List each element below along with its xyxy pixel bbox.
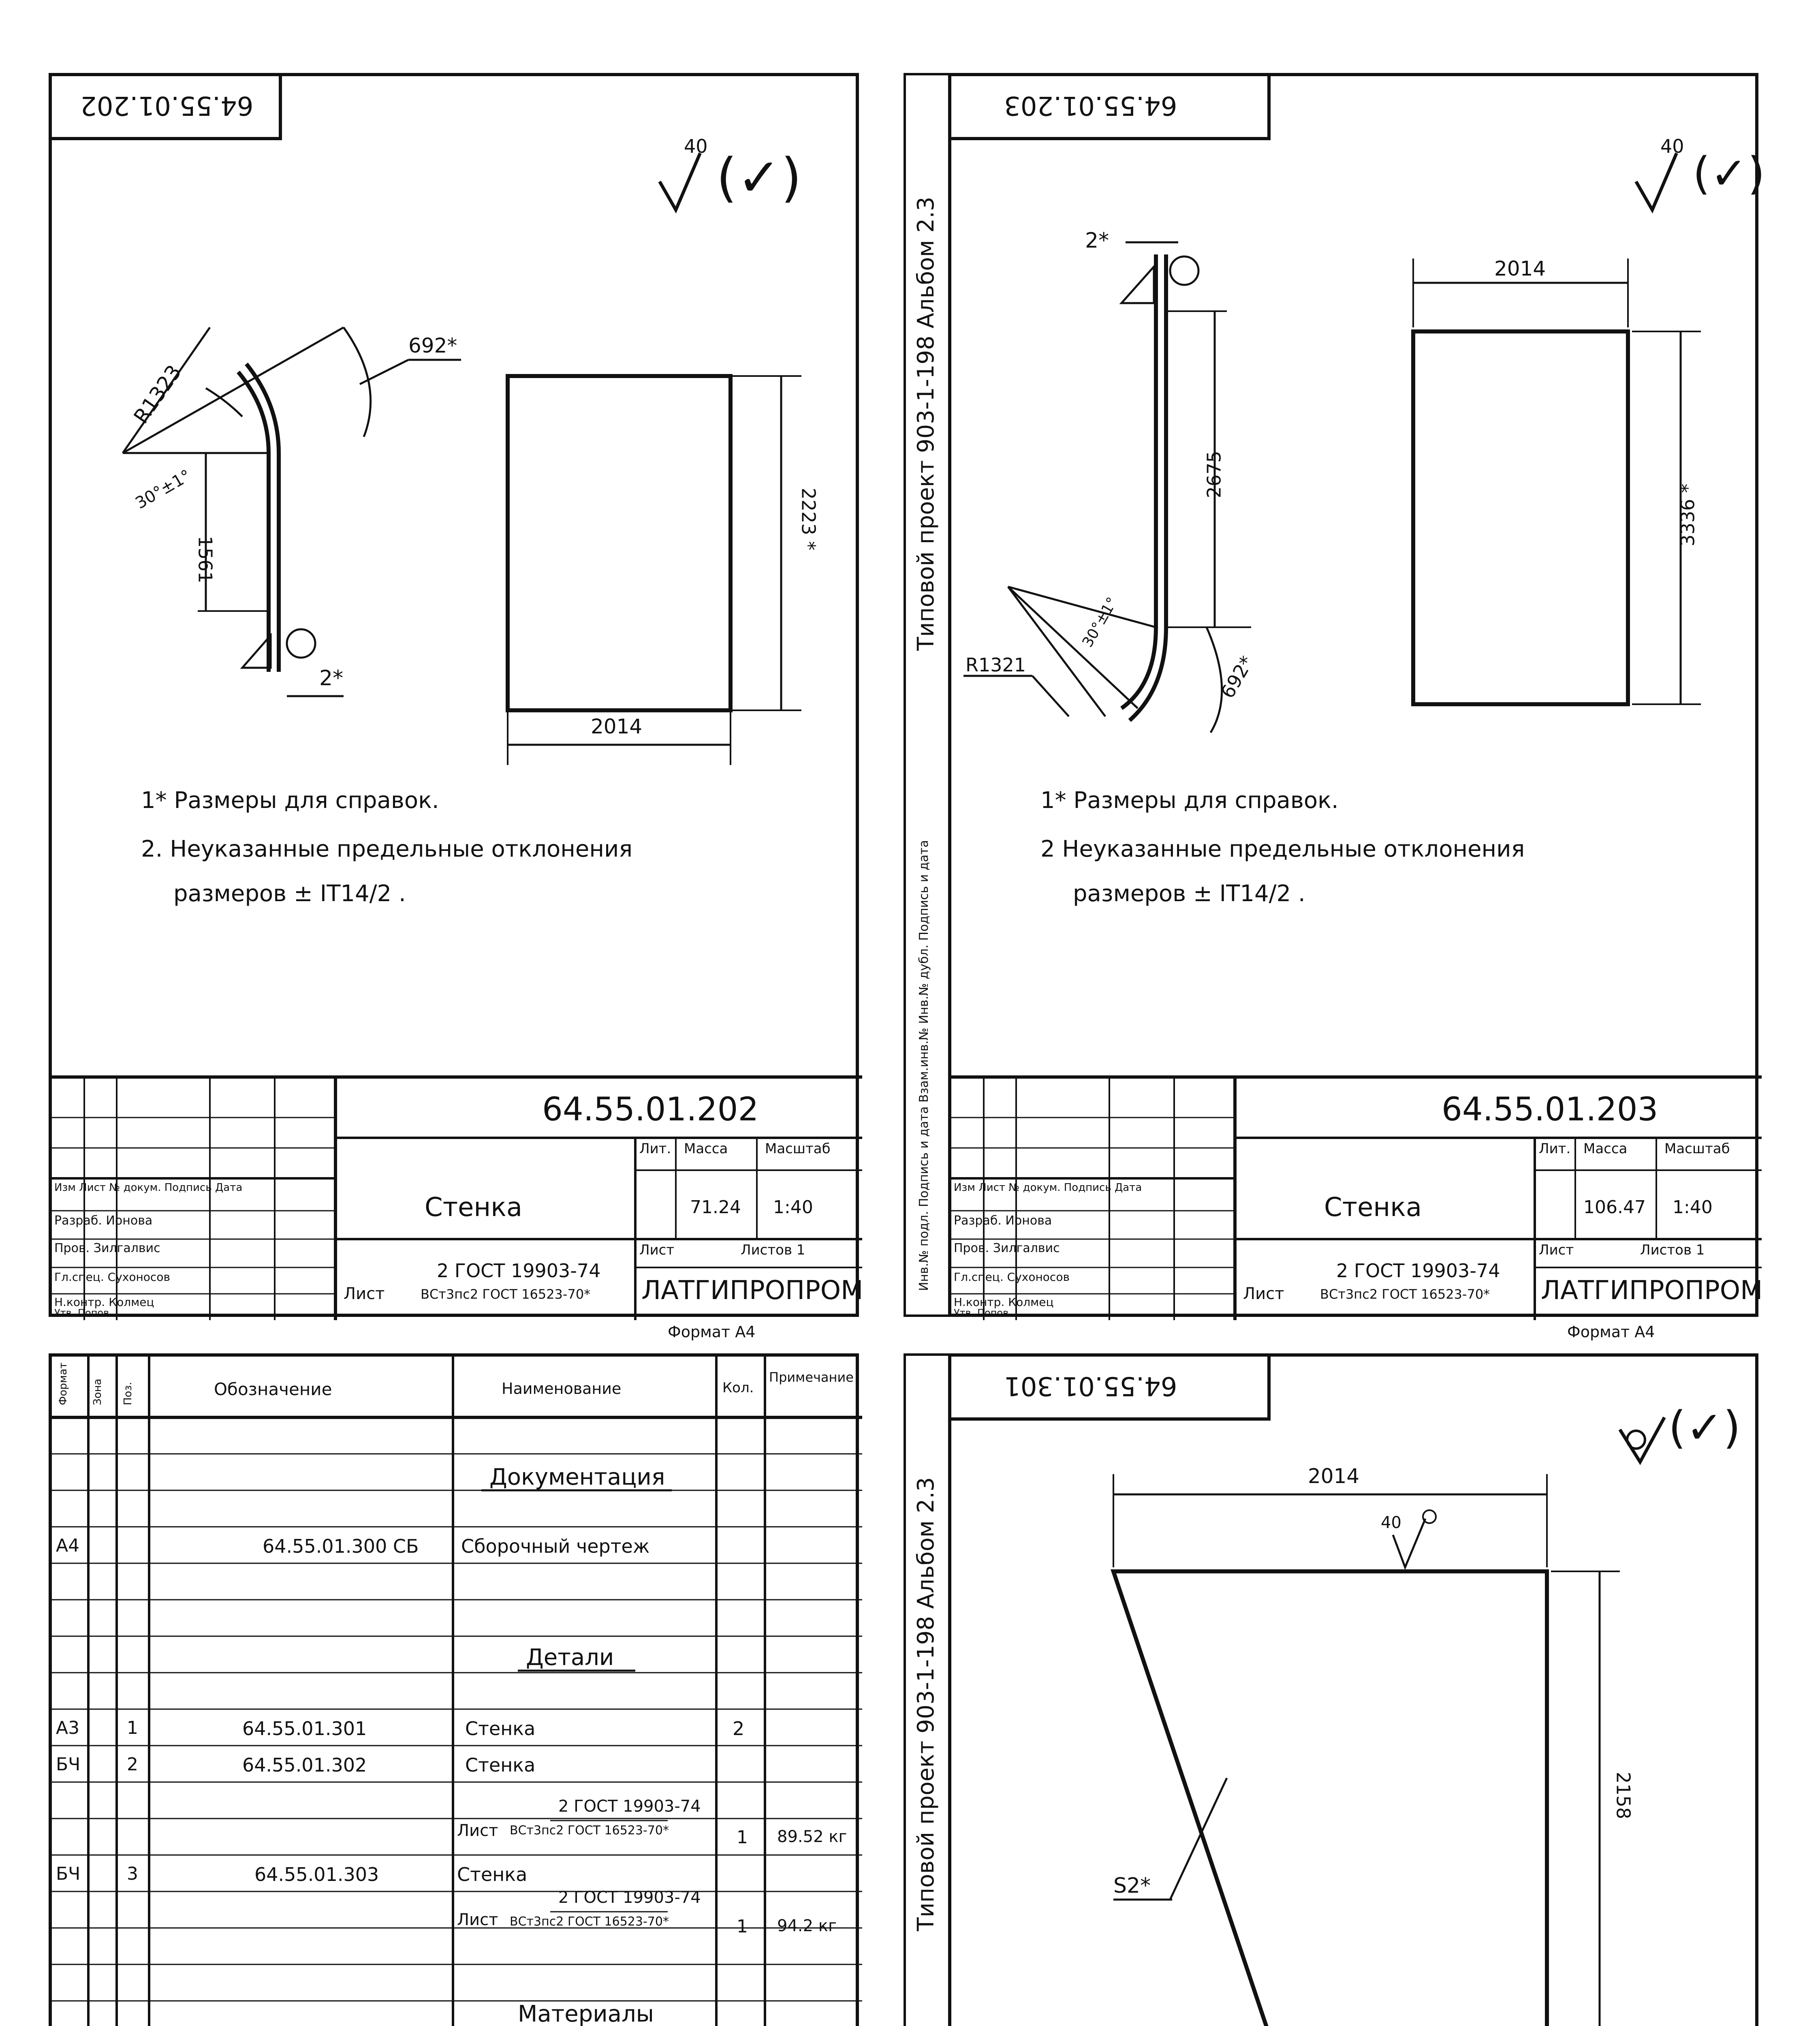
row-designation: 64.55.01.303: [254, 1864, 379, 1885]
row-qty: 1: [737, 1827, 748, 1848]
dim-height-ref: 2223 *: [797, 487, 820, 551]
note-1: 1* Размеры для справок.: [141, 787, 439, 814]
row-note: 89.52 кг: [777, 1827, 847, 1846]
title-code: 64.55.01.203: [1442, 1090, 1658, 1128]
row-format: А4: [56, 1535, 80, 1556]
row-name: Стенка: [465, 1718, 536, 1740]
roughness-paren: (✓): [716, 147, 802, 208]
title-format: Формат А4: [1567, 1323, 1655, 1341]
col-pos: Поз.: [122, 1382, 134, 1405]
row-designation: 64.55.01.300 СБ: [263, 1535, 419, 1557]
sheet-202: [49, 73, 863, 1341]
title-lit-h: Лит.: [1539, 1141, 1571, 1157]
col-name: Наименование: [502, 1380, 622, 1398]
title-material-bottom: ВСт3пс2 ГОСТ 16523-70*: [421, 1287, 591, 1302]
dim-arc: 692*: [408, 334, 457, 357]
row-format: БЧ: [56, 1754, 81, 1775]
side-strip-203: [904, 73, 948, 1317]
note-2: 2. Неуказанные предельные отклонения: [141, 836, 633, 862]
section-docs: Документация: [489, 1464, 665, 1490]
roughness-value: 40: [1660, 135, 1684, 157]
row-material-bottom: ВСт3пс2 ГОСТ 16523-70*: [510, 1915, 669, 1929]
dim-rough: 40: [1381, 1513, 1401, 1532]
code-top: 64.55.01.203: [1004, 90, 1177, 120]
title-sheets-h: Листов 1: [741, 1242, 805, 1258]
col-qty: Кол.: [722, 1380, 754, 1396]
dim-angle: 30°±1°: [132, 466, 194, 513]
note-2: 2 Неуказанные предельные отклонения: [1040, 836, 1525, 862]
title-row-1: Разраб. Ионова: [954, 1214, 1052, 1228]
col-format: Формат: [57, 1362, 69, 1405]
dim-thickness: 2*: [1085, 229, 1109, 253]
row-qty: 1: [737, 1916, 748, 1937]
roughness-value: 40: [684, 135, 708, 157]
row-material-top: 2 ГОСТ 19903-74: [558, 1797, 701, 1816]
row-designation: 64.55.01.302: [242, 1754, 367, 1776]
title-row-3: Гл.спец. Сухоносов: [54, 1270, 170, 1284]
title-row-3: Гл.спец. Сухоносов: [954, 1270, 1070, 1284]
dim-top: 2014: [1308, 1464, 1360, 1488]
album-label: Типовой проект 903-1-198 Альбом 2.3: [913, 197, 939, 651]
drawing-203: [951, 76, 1762, 1320]
title-org: ЛАТГИПРОПРОМ: [641, 1276, 863, 1306]
title-row-4: Н.контр. Колмец: [954, 1295, 1054, 1309]
sheet-203: [948, 73, 1765, 1341]
dim-height: 2675: [1203, 451, 1225, 498]
note-3: размеров ± IT14/2 .: [1073, 880, 1305, 907]
row-material-label: Лист: [457, 1911, 498, 1929]
code-top: 64.55.01.301: [1004, 1371, 1177, 1401]
drawing-301: [951, 1357, 1762, 2026]
dim-angle: 30°±1°: [1079, 594, 1121, 650]
title-format: Формат А4: [668, 1323, 756, 1341]
title-material-top: 2 ГОСТ 19903-74: [1336, 1260, 1500, 1282]
col-designation: Обозначение: [214, 1379, 332, 1399]
row-designation: 64.55.01.301: [242, 1718, 367, 1740]
roughness-paren: (✓): [1693, 147, 1765, 199]
title-mass: 106.47: [1583, 1197, 1646, 1218]
title-scale-h: Масштаб: [765, 1141, 831, 1157]
title-scale: 1:40: [1673, 1197, 1713, 1218]
title-sheets-h: Листов 1: [1640, 1242, 1705, 1258]
section-parts: Детали: [526, 1644, 614, 1671]
title-material-label: Лист: [1243, 1284, 1284, 1303]
title-row-2: Пров. Зилгалвис: [54, 1241, 160, 1255]
title-org: ЛАТГИПРОПРОМ: [1541, 1276, 1763, 1306]
dim-height-ref: 3336 *: [1677, 483, 1699, 547]
title-scale: 1:40: [773, 1197, 813, 1218]
title-sheet-h: Лист: [639, 1242, 675, 1258]
title-code: 64.55.01.202: [542, 1090, 759, 1128]
sheet-301: [948, 1353, 1758, 2026]
note-1: 1* Размеры для справок.: [1040, 787, 1339, 814]
side-strip-301: [904, 1353, 948, 2026]
title-row-5: Утв. Попов: [954, 1307, 1009, 1319]
col-note: Примечание: [769, 1370, 854, 1385]
title-row-1: Разраб. Ионова: [54, 1214, 153, 1228]
dim-thickness: 2*: [319, 666, 344, 690]
row-material-top: 2 ГОСТ 19903-74: [558, 1888, 701, 1907]
row-material-label: Лист: [457, 1821, 498, 1840]
title-row-5: Утв. Попов: [54, 1307, 109, 1319]
section-materials: Материалы: [518, 2001, 654, 2026]
row-format: А3: [56, 1718, 80, 1738]
title-mass-h: Масса: [684, 1141, 728, 1157]
row-pos: 3: [127, 1864, 138, 1884]
row-pos: 2: [127, 1754, 138, 1775]
row-material-bottom: ВСт3пс2 ГОСТ 16523-70*: [510, 1823, 669, 1838]
title-material-label: Лист: [344, 1284, 385, 1303]
note-3: размеров ± IT14/2 .: [173, 880, 406, 907]
dim-radius: R1323: [129, 361, 186, 428]
drawing-202: [52, 76, 862, 1320]
dim-width: 2014: [591, 715, 643, 738]
row-format: БЧ: [56, 1864, 81, 1884]
row-qty: 2: [733, 1718, 745, 1740]
dim-radius: R1321: [966, 654, 1026, 676]
dim-height: 1561: [194, 536, 216, 583]
title-header: Изм Лист № докум. Подпись Дата: [954, 1182, 1142, 1194]
spec-300: [49, 1353, 859, 2026]
code-top: 64.55.01.202: [80, 90, 254, 120]
row-name: Сборочный чертеж: [461, 1535, 650, 1557]
side-labels: Инв.№ подл. Подпись и дата Взам.инв.№ Инв.№ дубл. Подпись и дата: [917, 840, 931, 1291]
row-name: Стенка: [457, 1864, 528, 1885]
title-lit-h: Лит.: [639, 1141, 671, 1157]
dim-arc: 692*: [1216, 652, 1258, 702]
dim-diag: S2*: [1113, 1874, 1151, 1898]
title-scale-h: Масштаб: [1664, 1141, 1730, 1157]
dim-width: 2014: [1494, 257, 1546, 280]
dim-height: 2158: [1612, 1772, 1634, 1819]
title-name: Стенка: [425, 1193, 523, 1222]
roughness-paren: (✓): [1668, 1402, 1741, 1453]
title-header: Изм Лист № докум. Подпись Дата: [54, 1182, 243, 1194]
title-mass: 71.24: [690, 1197, 741, 1218]
title-mass-h: Масса: [1583, 1141, 1628, 1157]
row-pos: 1: [127, 1718, 138, 1738]
title-name: Стенка: [1324, 1193, 1422, 1222]
title-material-bottom: ВСт3пс2 ГОСТ 16523-70*: [1320, 1287, 1490, 1302]
title-row-4: Н.контр. Колмец: [54, 1295, 154, 1309]
title-row-2: Пров. Зилгалвис: [954, 1241, 1060, 1255]
album-label: Типовой проект 903-1-198 Альбом 2.3: [913, 1477, 939, 1931]
row-name: Стенка: [465, 1754, 536, 1776]
title-sheet-h: Лист: [1539, 1242, 1574, 1258]
col-zone: Зона: [92, 1378, 104, 1405]
title-material-top: 2 ГОСТ 19903-74: [437, 1260, 601, 1282]
row-note: 94.2 кг: [777, 1917, 837, 1935]
